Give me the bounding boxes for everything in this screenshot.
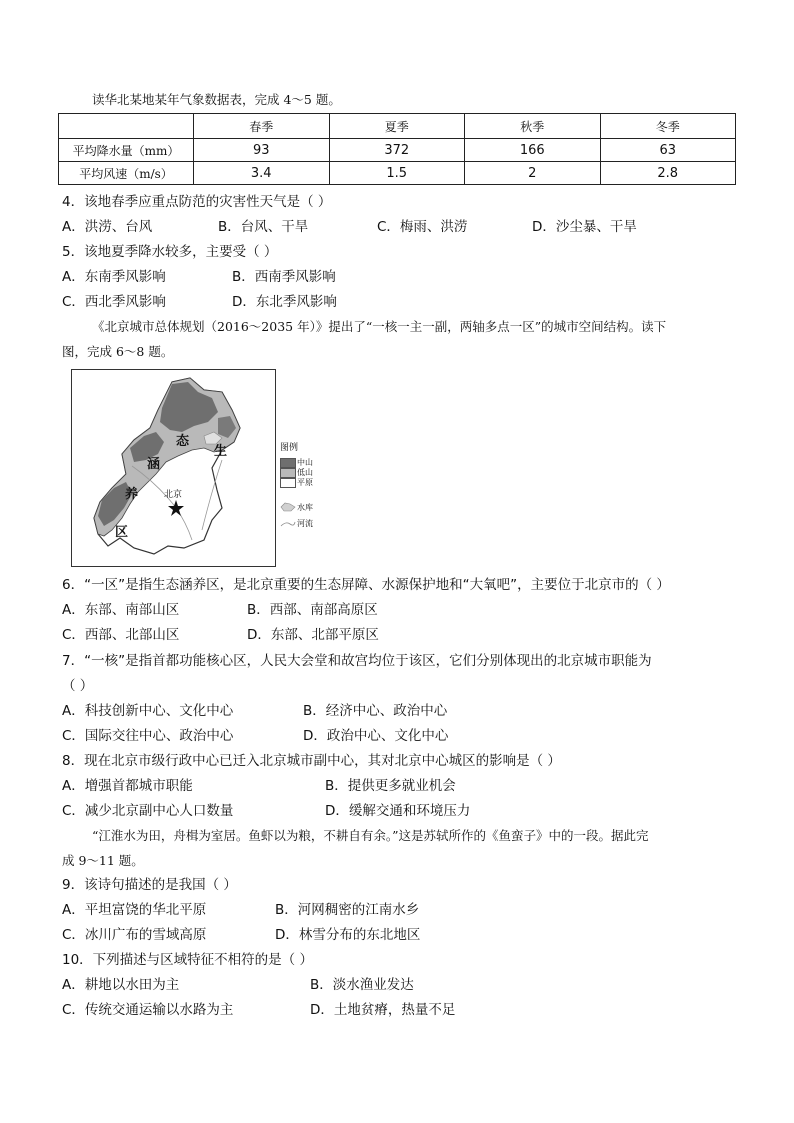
legend-label-shuiku: 水库 (297, 503, 313, 512)
q4-option-c[interactable]: C．梅雨、洪涝 (377, 219, 468, 235)
q9-stem: 9．该诗句描述的是我国（ ） (62, 877, 237, 893)
map-label-qu: 区 (115, 525, 129, 540)
q6-stem: 6．“一区”是指生态涵养区，是北京重要的生态屏障、水源保护地和“大氧吧”，主要位于北京市的（ ） (62, 577, 670, 593)
table-cell: 166 (465, 139, 601, 162)
table-header-cell (59, 114, 194, 139)
q9-option-d[interactable]: D．林雪分布的东北地区 (275, 927, 421, 943)
q10-option-c[interactable]: C．传统交通运输以水路为主 (62, 1002, 234, 1018)
map-legend (280, 444, 340, 539)
beijing-terrain-map (71, 369, 276, 567)
q68-intro-line1: 《北京城市总体规划（2016～2035 年）》提出了“一核一主一副，两轴多点一区”的城市空间结构。读下 (92, 319, 667, 334)
map-label-beijing: 北京 (164, 490, 183, 500)
weather-data-table (58, 113, 736, 185)
q7-option-c[interactable]: C．国际交往中心、政治中心 (62, 728, 234, 744)
q8-option-a[interactable]: A．增强首都城市职能 (62, 778, 193, 794)
q4-option-a[interactable]: A．洪涝、台风 (62, 219, 153, 235)
q10-option-b[interactable]: B．淡水渔业发达 (310, 977, 414, 993)
q5-option-a[interactable]: A．东南季风影响 (62, 269, 166, 285)
q8-stem: 8．现在北京市级行政中心已迁入北京城市副中心，其对北京中心城区的影响是（ ） (62, 753, 561, 769)
reservoir-legend-icon (280, 502, 296, 512)
q911-intro-line2: 成 9～11 题。 (62, 853, 144, 868)
table-cell: 372 (329, 139, 465, 162)
q7-stem-line2: （ ） (62, 678, 94, 694)
row-label: 平均风速（m/s） (59, 162, 194, 185)
legend-label-dishan: 低山 (297, 468, 313, 477)
q45-intro: 读华北某地某年气象数据表，完成 4～5 题。 (92, 92, 341, 107)
q6-option-a[interactable]: A．东部、南部山区 (62, 602, 180, 618)
q5-option-b[interactable]: B．西南季风影响 (232, 269, 336, 285)
legend-title: 图例 (280, 443, 299, 453)
q10-stem: 10．下列描述与区域特征不相符的是（ ） (62, 952, 313, 968)
map-label-sheng: 生 (214, 444, 228, 459)
legend-label-pingyuan: 平原 (297, 478, 313, 487)
q8-option-d[interactable]: D．缓解交通和环境压力 (325, 803, 471, 819)
q7-option-b[interactable]: B．经济中心、政治中心 (303, 703, 448, 719)
q5-stem: 5．该地夏季降水较多，主要受（ ） (62, 244, 278, 260)
map-label-yang: 养 (125, 487, 139, 502)
q4-option-b[interactable]: B．台风、干旱 (218, 219, 309, 235)
legend-swatch-zhongshan (280, 458, 296, 468)
table-cell: 3.4 (194, 162, 330, 185)
table-cell: 93 (194, 139, 330, 162)
legend-swatch-pingyuan (280, 478, 296, 488)
legend-label-zhongshan: 中山 (297, 458, 313, 467)
river-legend-icon (280, 520, 296, 528)
q7-stem-line1: 7．“一核”是指首都功能核心区，人民大会堂和故宫均位于该区，它们分别体现出的北京城市职能为 (62, 653, 652, 669)
table-row (59, 139, 736, 162)
table-header-cell: 春季 (194, 114, 330, 139)
table-cell: 1.5 (329, 162, 465, 185)
q10-option-d[interactable]: D．土地贫瘠，热量不足 (310, 1002, 456, 1018)
table-row (59, 162, 736, 185)
q4-stem: 4．该地春季应重点防范的灾害性天气是（ ） (62, 194, 332, 210)
q911-intro-line1: “江淮水为田，舟楫为室居。鱼虾以为粮，不耕自有余。”这是苏轼所作的《鱼蛮子》中的一段。据此完 (92, 828, 649, 843)
table-header-row (59, 114, 736, 139)
table-header-cell: 夏季 (329, 114, 465, 139)
q8-option-b[interactable]: B．提供更多就业机会 (325, 778, 456, 794)
q6-option-c[interactable]: C．西部、北部山区 (62, 627, 180, 643)
q6-option-b[interactable]: B．西部、南部高原区 (247, 602, 378, 618)
table-cell: 2.8 (600, 162, 736, 185)
q8-option-c[interactable]: C．减少北京副中心人口数量 (62, 803, 234, 819)
table-cell: 63 (600, 139, 736, 162)
q7-option-a[interactable]: A．科技创新中心、文化中心 (62, 703, 234, 719)
q5-option-c[interactable]: C．西北季风影响 (62, 294, 166, 310)
table-cell: 2 (465, 162, 601, 185)
q9-option-b[interactable]: B．河网稠密的江南水乡 (275, 902, 420, 918)
beijing-map-graphic (72, 370, 275, 566)
q9-option-c[interactable]: C．冰川广布的雪域高原 (62, 927, 207, 943)
q10-option-a[interactable]: A．耕地以水田为主 (62, 977, 180, 993)
legend-label-heliu: 河流 (297, 519, 313, 528)
map-label-han: 涵 (147, 457, 161, 472)
q5-option-d[interactable]: D．东北季风影响 (232, 294, 337, 310)
map-label-tai: 态 (176, 434, 190, 449)
q4-option-d[interactable]: D．沙尘暴、干旱 (532, 219, 637, 235)
q6-option-d[interactable]: D．东部、北部平原区 (247, 627, 379, 643)
table-header-cell: 秋季 (465, 114, 601, 139)
row-label: 平均降水量（mm） (59, 139, 194, 162)
q9-option-a[interactable]: A．平坦富饶的华北平原 (62, 902, 207, 918)
table-header-cell: 冬季 (600, 114, 736, 139)
q68-intro-line2: 图，完成 6～8 题。 (62, 344, 174, 359)
legend-swatch-dishan (280, 468, 296, 478)
q7-option-d[interactable]: D．政治中心、文化中心 (303, 728, 449, 744)
